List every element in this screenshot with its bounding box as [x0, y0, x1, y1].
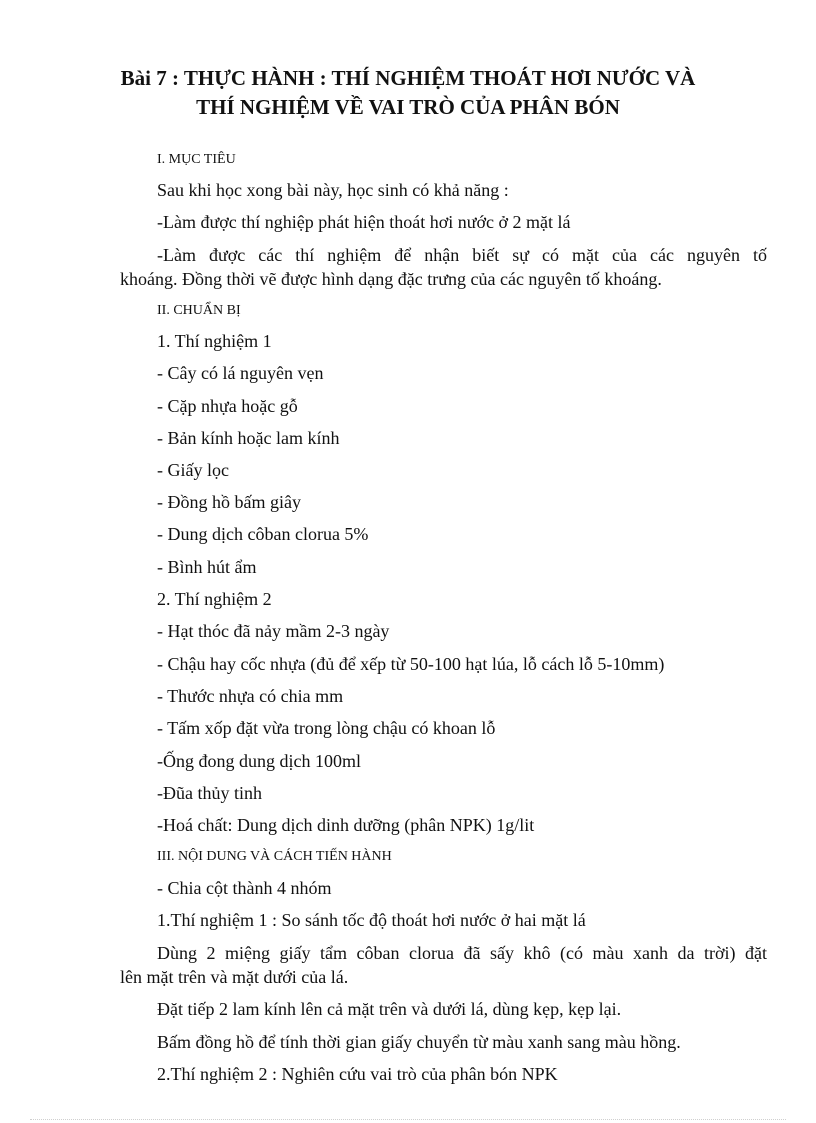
objectives-intro: Sau khi học xong bài này, học sinh có khả năng :: [157, 180, 509, 200]
procedure-step: Dùng 2 miệng giấy tẩm côban clorua đã sấy khô (có màu xanh da trời) đặt: [157, 943, 767, 963]
material-item: -Đũa thủy tinh: [157, 783, 262, 803]
material-item: - Thước nhựa có chia mm: [157, 686, 344, 706]
experiment-1-title: 1. Thí nghiệm 1: [157, 331, 272, 351]
lesson-title-line-2: THÍ NGHIỆM VỀ VAI TRÒ CỦA PHÂN BÓN: [196, 95, 620, 119]
procedure-step-continuation: lên mặt trên và mặt dưới của lá.: [120, 967, 349, 987]
page-bottom-rule: [30, 1119, 786, 1120]
material-item: - Cây có lá nguyên vẹn: [157, 363, 324, 383]
experiment-2-title: 2. Thí nghiệm 2: [157, 589, 272, 609]
material-item: - Tấm xốp đặt vừa trong lòng chậu có khoan lỗ: [157, 718, 496, 738]
material-item: - Giấy lọc: [157, 460, 229, 480]
material-item: - Bản kính hoặc lam kính: [157, 428, 340, 448]
lesson-title-line-1: Bài 7 : THỰC HÀNH : THÍ NGHIỆM THOÁT HƠI NƯỚC VÀ: [120, 66, 696, 90]
procedure-groups: - Chia cột thành 4 nhóm: [157, 878, 332, 898]
section-heading-objectives: I. MỤC TIÊU: [157, 152, 236, 167]
objective-item: -Làm được các thí nghiệm để nhận biết sự có mặt của các nguyên tố: [157, 245, 767, 265]
procedure-step: Bấm đồng hồ để tính thời gian giấy chuyển từ màu xanh sang màu hồng.: [157, 1032, 681, 1052]
section-heading-preparation: II. CHUẨN BỊ: [157, 303, 241, 318]
material-item: - Đồng hồ bấm giây: [157, 492, 301, 512]
material-item: -Hoá chất: Dung dịch dinh dưỡng (phân NPK) 1g/lit: [157, 815, 535, 835]
procedure-experiment-1-title: 1.Thí nghiệm 1 : So sánh tốc độ thoát hơi nước ở hai mặt lá: [157, 910, 586, 930]
material-item: - Cặp nhựa hoặc gỗ: [157, 396, 298, 416]
procedure-experiment-2-title: 2.Thí nghiệm 2 : Nghiên cứu vai trò của phân bón NPK: [157, 1064, 558, 1084]
procedure-step: Đặt tiếp 2 lam kính lên cả mặt trên và dưới lá, dùng kẹp, kẹp lại.: [157, 999, 622, 1019]
objective-item-continuation: khoáng. Đồng thời vẽ được hình dạng đặc trưng của các nguyên tố khoáng.: [120, 269, 662, 289]
material-item: - Chậu hay cốc nhựa (đủ để xếp từ 50-100 hạt lúa, lỗ cách lỗ 5-10mm): [157, 654, 665, 674]
objective-item: -Làm được thí nghiệp phát hiện thoát hơi nước ở 2 mặt lá: [157, 212, 571, 232]
material-item: - Dung dịch côban clorua 5%: [157, 524, 369, 544]
material-item: - Bình hút ẩm: [157, 557, 257, 577]
section-heading-procedure: III. NỘI DUNG VÀ CÁCH TIẾN HÀNH: [157, 849, 392, 864]
material-item: -Ống đong dung dịch 100ml: [157, 751, 361, 771]
material-item: - Hạt thóc đã nảy mầm 2-3 ngày: [157, 621, 390, 641]
